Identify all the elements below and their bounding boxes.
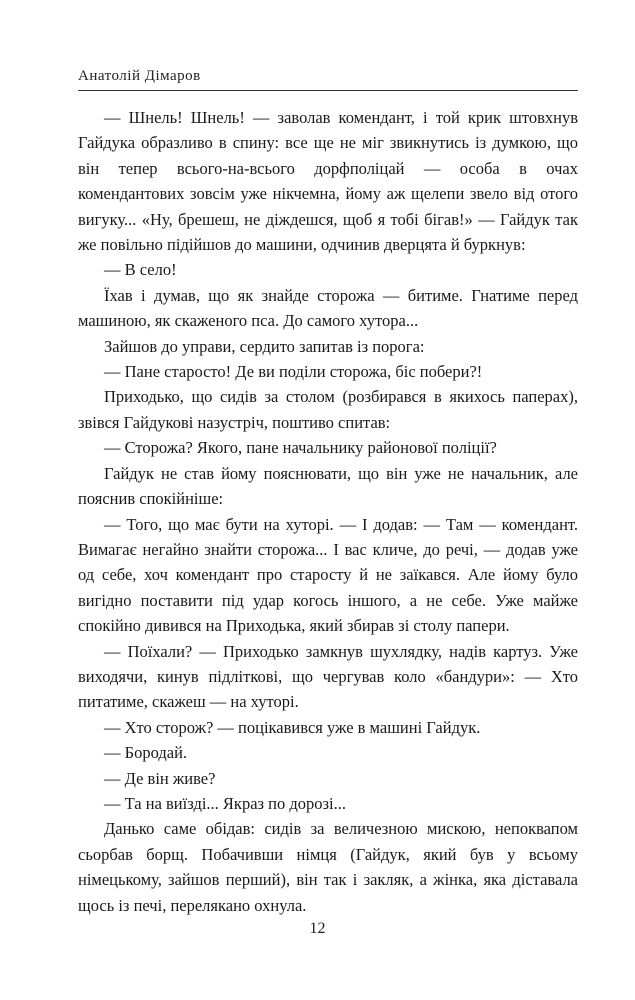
paragraph: — Пане старосто! Де ви поділи сторожа, біс побери?!: [104, 362, 483, 382]
paragraph: — Сторожа? Якого, пане начальнику районової поліції?: [104, 438, 497, 458]
header-divider: [78, 90, 578, 91]
header-author: Анатолій Дімаров: [78, 68, 201, 84]
paragraph: — Того, що має бути на хуторі. — І додав: — Там — комендант. Вимагає негайно знайти сторожа... І вас кличе, до речі, — додав уже од себе, хоч комендант про старосту й не заїкався. Але йому було вигідно поставити під удар когось іншого, а не себе. Уже майже спокійно дивився на Приходька, який збирав зі столу папери.: [78, 514, 578, 636]
page-number: 12: [309, 920, 326, 937]
paragraph: — В село!: [104, 260, 177, 280]
paragraph: Зайшов до управи, сердито запитав із порога:: [104, 336, 425, 356]
paragraph: Гайдук не став йому пояснювати, що він уже не начальник, але пояснив спокійніше:: [78, 463, 578, 509]
paragraph: — Та на виїзді... Якраз по дорозі...: [104, 793, 346, 813]
paragraph: Їхав і думав, що як знайде сторожа — битиме. Гнатиме перед машиною, як скаженого пса. До самого хутора...: [78, 285, 578, 331]
paragraph: — Шнель! Шнель! — заволав комендант, і той крик штовхнув Гайдука образливо в спину: все ще не міг звикнутись із думкою, що він тепер всього-на-всього дорфполіцай — особа в очах комендантових зовсім уже нікчемна, йому аж щелепи звело від отого вигуку... «Ну, брешеш, не діждешся, щоб я тобі бігав!» — Гайдук так же повільно підійшов до машини, одчинив дверцята й буркнув:: [78, 108, 578, 255]
paragraph: Приходько, що сидів за столом (розбирався в якихось паперах), звівся Гайдукові назустріч, поштиво спитав:: [78, 387, 578, 432]
paragraph: — Бородай.: [104, 743, 188, 763]
running-header: [78, 68, 578, 90]
page-body: [78, 105, 578, 918]
paragraph: Данько саме обідав: сидів за величезною мискою, непоквапом сьорбав борщ. Побачивши німця (Гайдук, який був у всьому німецькому, зайшов перший), він так і закляк, а жінка, яка діставала щось із печі, перелякано охнула.: [78, 819, 578, 915]
paragraph: — Хто сторож? — поцікавився уже в машині Гайдук.: [104, 717, 481, 737]
paragraph: — Де він живе?: [104, 768, 216, 788]
paragraph: — Поїхали? — Приходько замкнув шухлядку, надів картуз. Уже виходячи, кинув підліткові, що чергував коло «бандури»: — Хто питатиме, скажеш — на хуторі.: [78, 641, 578, 712]
